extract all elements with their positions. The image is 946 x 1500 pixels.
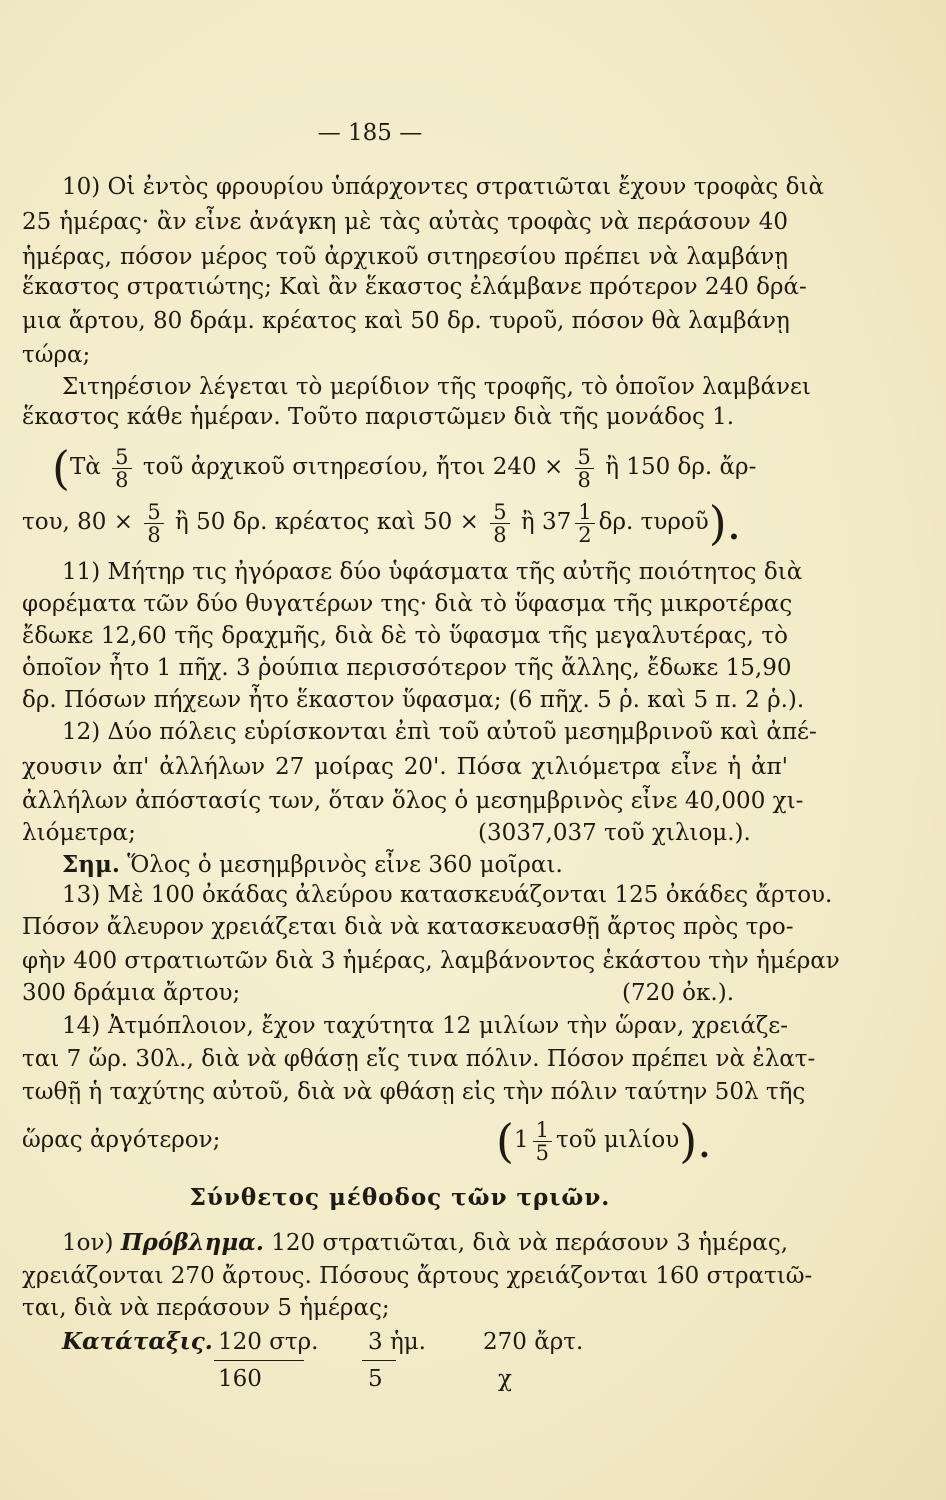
layout-r1-soldiers: 120 στρ. xyxy=(218,1329,319,1355)
note-text: Ὅλος ὁ μεσημβρινὸς εἶνε 360 μοῖραι. xyxy=(127,852,563,878)
answer-text: ἢ 50 δρ. κρέατος καὶ 50 xyxy=(175,509,453,535)
problem-10-line-3: ἡμέρας, πόσον μέρος τοῦ ἀρχικοῦ σιτηρεσίου πρέπει νὰ λαμβάνῃ xyxy=(22,244,788,270)
layout-rule-2 xyxy=(362,1360,396,1361)
problem-10-answer-line-1 xyxy=(52,441,792,495)
fraction-five-eighths: $\frac{5}{8}$ xyxy=(575,446,594,491)
problem-11-line-4: ὁποῖον ἦτο 1 πῆχ. 3 ῥούπια περισσότερον τῆς ἄλλης, ἔδωκε 15,90 xyxy=(22,655,792,681)
problem-14-answer xyxy=(496,1112,712,1168)
layout-label: Κατάταξις. xyxy=(62,1328,213,1355)
fraction-five-eighths: $\frac{5}{8}$ xyxy=(144,501,163,546)
problem-11-line-5: δρ. Πόσων πήχεων ἦτο ἕκαστον ὕφασμα; (6 πῆχ. 5 ῥ. καὶ 5 π. 2 ῥ.). xyxy=(22,687,805,713)
answer-text: Τὰ xyxy=(69,454,101,480)
problem-10-answer-line-2 xyxy=(22,496,792,550)
problem-11-line-2: φορέματα τῶν δύο θυγατέρων της· διὰ τὸ ὕφασμα τῆς μικροτέρας xyxy=(22,591,793,617)
layout-rule-1 xyxy=(214,1360,304,1361)
problem-title: Πρόβλημα. xyxy=(120,1229,264,1256)
problem-12-line-3: ἀλλήλων ἀπόστασίς των, ὅταν ὅλος ὁ μεσημβρινὸς εἶνε 40,000 χι- xyxy=(22,788,804,814)
problem-11-line-3: ἔδωκε 12,60 τῆς δραχμῆς, διὰ δὲ τὸ ὕφασμα τῆς μεγαλυτέρας, τὸ xyxy=(22,623,788,649)
problem-10-line-8: ἕκαστος κάθε ἡμέραν. Τοῦτο παριστῶμεν διὰ τῆς μονάδος 1. xyxy=(22,404,735,430)
problem-12-note xyxy=(62,850,563,880)
problem-12-line-1: 12) Δύο πόλεις εὑρίσκονται ἐπὶ τοῦ αὐτοῦ μεσημβρινοῦ καὶ ἀπέ- xyxy=(62,719,817,745)
problem-13-answer: (720 ὀκ.). xyxy=(622,980,735,1006)
layout-r2-unknown: χ xyxy=(498,1366,512,1392)
answer-text: ἢ 37 xyxy=(520,509,572,535)
problem-14-line-2: ται 7 ὥρ. 30λ., διὰ νὰ φθάσῃ εἴς τινα πόλιν. Πόσον πρέπει νὰ ἐλατ- xyxy=(22,1046,816,1072)
problem-10-line-7: Σιτηρέσιον λέγεται τὸ μερίδιον τῆς τροφῆς, τὸ ὁποῖον λαμβάνει xyxy=(62,374,811,400)
section-heading: Σύνθετος μέθοδος τῶν τριῶν. xyxy=(189,1184,611,1211)
fraction-five-eighths: $\frac{5}{8}$ xyxy=(490,501,509,546)
close-paren: ). xyxy=(679,1114,712,1168)
open-paren: ( xyxy=(496,1114,514,1168)
fraction-one-half: $\frac{1}{2}$ xyxy=(575,501,594,546)
layout-r1-days: 3 ἡμ. xyxy=(368,1329,426,1355)
page-number: — 185 — xyxy=(317,120,423,146)
fraction-five-eighths: $\frac{5}{8}$ xyxy=(112,446,131,491)
problem-10-line-4: ἕκαστος στρατιώτης; Καὶ ἂν ἕκαστος ἐλάμβανε πρότερον 240 δρά- xyxy=(22,274,807,300)
problem-10-line-6: τώρα; xyxy=(22,342,91,368)
answer-text: δρ. τυροῦ xyxy=(598,509,709,535)
times-sign: × xyxy=(459,509,479,535)
problem-14-line-4: ὥρας ἀργότερον; xyxy=(22,1127,221,1153)
answer-text: του, 80 xyxy=(22,509,107,535)
problem-1-line-1 xyxy=(62,1228,788,1258)
close-paren: ). xyxy=(708,496,742,550)
note-label: Σημ. xyxy=(62,851,120,878)
problem-13-line-2: Πόσον ἄλευρον χρειάζεται διὰ νὰ κατασκευασθῇ ἄρτος πρὸς τρο- xyxy=(22,914,794,940)
problem-number: 1ον) xyxy=(62,1230,114,1256)
problem-13-line-4: 300 δράμια ἄρτου; xyxy=(22,980,241,1006)
times-sign: × xyxy=(543,454,564,480)
times-sign: × xyxy=(113,509,134,535)
answer-text: ἢ 150 δρ. ἄρ- xyxy=(605,454,757,480)
problem-12-line-2: χουσιν ἀπ' ἀλλήλων 27 μοίρας 20'. Πόσα χιλιόμετρα εἶνε ἡ ἀπ' xyxy=(22,754,788,780)
mixed-whole: 1 xyxy=(513,1127,529,1153)
layout-r2-soldiers: 160 xyxy=(218,1366,262,1392)
problem-14-line-3: τωθῇ ἡ ταχύτης αὐτοῦ, διὰ νὰ φθάσῃ εἰς τὴν πόλιν ταύτην 50λ τῆς xyxy=(22,1079,806,1105)
fraction-one-fifth: $\frac{1}{5}$ xyxy=(533,1119,552,1164)
problem-12-line-4: λιόμετρα; xyxy=(22,820,136,846)
layout-r1-breads: 270 ἄρτ. xyxy=(483,1329,584,1355)
problem-1-line-3: ται, διὰ νὰ περάσουν 5 ἡμέρας; xyxy=(22,1295,390,1321)
problem-14-line-1: 14) Ἀτμόπλοιον, ἔχον ταχύτητα 12 μιλίων τὴν ὥραν, χρειάζε- xyxy=(62,1013,788,1039)
problem-10-line-1: 10) Οἱ ἐντὸς φρουρίου ὑπάρχοντες στρατιῶται ἔχουν τροφὰς διὰ xyxy=(62,174,824,200)
problem-10-line-2: 25 ἡμέρας· ἂν εἶνε ἀνάγκη μὲ τὰς αὐτὰς τροφὰς νὰ περάσουν 40 xyxy=(22,209,788,235)
problem-11-line-1: 11) Μήτηρ τις ἠγόρασε δύο ὑφάσματα τῆς αὐτῆς ποιότητος διὰ xyxy=(62,559,803,585)
problem-13-line-1: 13) Μὲ 100 ὀκάδας ἀλεύρου κατασκευάζονται 125 ὀκάδες ἄρτου. xyxy=(62,882,833,908)
answer-unit: τοῦ μιλίου xyxy=(555,1127,680,1153)
problem-1-line-2: χρειάζονται 270 ἄρτους. Πόσους ἄρτους χρειάζονται 160 στρατιῶ- xyxy=(22,1263,813,1289)
answer-text: τοῦ ἀρχικοῦ σιτηρεσίου, ἤτοι 240 xyxy=(142,454,537,480)
problem-12-answer: (3037,037 τοῦ χιλιομ.). xyxy=(478,820,751,846)
problem-10-line-5: μια ἄρτου, 80 δράμ. κρέατος καὶ 50 δρ. τυροῦ, πόσον θὰ λαμβάνῃ xyxy=(22,308,790,334)
open-paren: ( xyxy=(52,441,70,495)
layout-r2-days: 5 xyxy=(368,1366,383,1392)
problem-13-line-3: φὴν 400 στρατιωτῶν διὰ 3 ἡμέρας, λαμβάνοντος ἑκάστου τὴν ἡμέραν xyxy=(22,948,840,974)
problem-text: 120 στρατιῶται, διὰ νὰ περάσουν 3 ἡμέρας, xyxy=(271,1230,789,1256)
